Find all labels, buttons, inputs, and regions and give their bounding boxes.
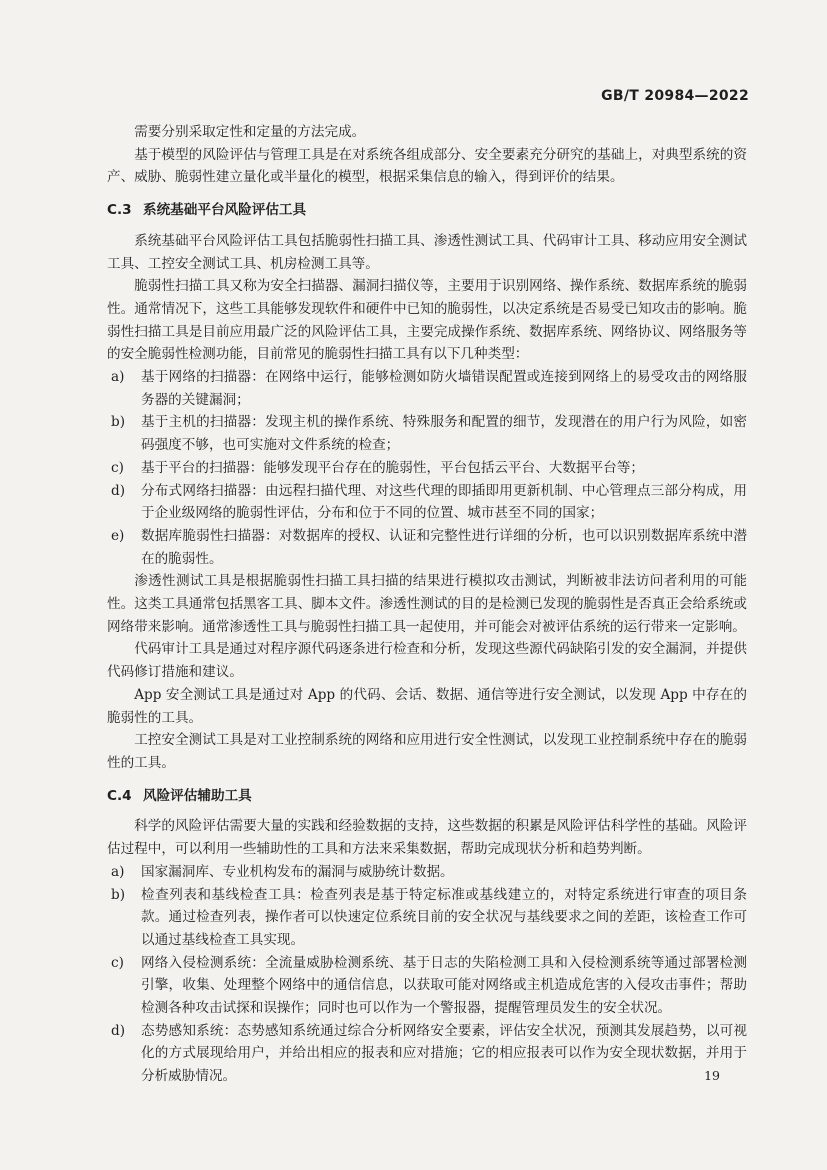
list-text: 分布式网络扫描器：由远程扫描代理、对这些代理的即插即用更新机制、中心管理点三部分构成，用于企业级网络的脆弱性评估，分布和位于不同的位置、城市甚至不同的国家；	[141, 482, 747, 522]
list-text: 态势感知系统：态势感知系统通过综合分析网络安全要素，评估安全状况，预测其发展趋势，以可视化的方式展现给用户，并给出相应的报表和应对措施；它的相应报表可以作为安全现状数据，并用于分析威胁情况。	[141, 1022, 747, 1085]
list-marker: e)	[111, 527, 125, 544]
list-marker: d)	[111, 482, 126, 499]
list-marker: b)	[111, 886, 126, 903]
page-content	[107, 121, 747, 1088]
paragraph: App 安全测试工具是通过对 App 的代码、会话、数据、通信等进行安全测试，以发现 App 中存在的脆弱性的工具。	[107, 686, 747, 726]
list-text: 基于平台的扫描器：能够发现平台存在的脆弱性，平台包括云平台、大数据平台等；	[141, 459, 644, 476]
list-item	[107, 861, 747, 884]
list-marker: d)	[111, 1022, 126, 1039]
paragraph: 工控安全测试工具是对工业控制系统的网络和应用进行安全性测试，以发现工业控制系统中存在的脆弱性的工具。	[107, 732, 747, 771]
list-text: 基于网络的扫描器：在网络中运行，能够检测如防火墙错误配置或连接到网络上的易受攻击的网络服务器的关键漏洞；	[141, 369, 747, 408]
list-text: 国家漏洞库、专业机构发布的漏洞与威胁统计数据。	[141, 863, 454, 880]
section-heading-c4	[107, 785, 747, 808]
section-heading-c3	[107, 199, 747, 222]
paragraph: 基于模型的风险评估与管理工具是在对系统各组成部分、安全要素充分研究的基础上，对典型系统的资产、威胁、脆弱性建立量化或半量化的模型，根据采集信息的输入，得到评价的结果。	[107, 146, 747, 186]
list-item	[107, 480, 747, 525]
list-text: 网络入侵检测系统：全流量威胁检测系统、基于日志的失陷检测工具和入侵检测系统等通过部署检测引擎，收集、处理整个网络中的通信信息，以获取可能对网络或主机造成危害的入侵攻击事件；帮助检测各种攻击试探和误操作；同时也可以作为一个警报器，提醒管理员发生的安全状况。	[141, 954, 747, 1017]
paragraph: 渗透性测试工具是根据脆弱性扫描工具扫描的结果进行模拟攻击测试，判断被非法访问者利用的可能性。这类工具通常包括黑客工具、脚本文件。渗透性测试的目的是检测已发现的脆弱性是否真正会给系统或网络带来影响。通常渗透性工具与脆弱性扫描工具一起使用，并可能会对被评估系统的运行带来一定影响。	[107, 573, 747, 635]
paragraph: 代码审计工具是通过对程序源代码逐条进行检查和分析，发现这些源代码缺陷引发的安全漏洞，并提供代码修订措施和建议。	[107, 641, 747, 681]
paragraph: 系统基础平台风险评估工具包括脆弱性扫描工具、渗透性测试工具、代码审计工具、移动应用安全测试工具、工控安全测试工具、机房检测工具等。	[107, 232, 747, 272]
section-title: 风险评估辅助工具	[143, 787, 252, 804]
list-item	[107, 366, 747, 411]
section-number: C.4	[107, 787, 132, 804]
standard-id: GB/T 20984—2022	[601, 88, 749, 104]
list-item	[107, 411, 747, 456]
paragraph: 科学的风险评估需要大量的实践和经验数据的支持，这些数据的积累是风险评估科学性的基础。风险评估过程中，可以利用一些辅助性的工具和方法来采集数据，帮助完成现状分析和趋势判断。	[107, 818, 747, 858]
paragraph: 需要分别采取定性和定量的方法完成。	[134, 124, 366, 140]
list-item	[107, 457, 747, 480]
paragraph: 脆弱性扫描工具又称为安全扫描器、漏洞扫描仪等，主要用于识别网络、操作系统、数据库系统的脆弱性。通常情况下，这些工具能够发现软件和硬件中已知的脆弱性，以决定系统是否易受已知攻击的影响。脆弱性扫描工具是目前应用最广泛的风险评估工具，主要完成操作系统、数据库系统、网络协议、网络服务等的安全脆弱性检测功能，目前常见的脆弱性扫描工具有以下几种类型：	[107, 278, 747, 363]
section-number: C.3	[107, 202, 132, 219]
section-title: 系统基础平台风险评估工具	[143, 202, 307, 219]
page-number: 19	[704, 1068, 720, 1083]
list-marker: c)	[111, 459, 124, 476]
list-marker: a)	[111, 863, 125, 880]
list-text: 检查列表和基线检查工具：检查列表是基于特定标准或基线建立的，对特定系统进行审查的项目条款。通过检查列表，操作者可以快速定位系统目前的安全状况与基线要求之间的差距，该检查工作可以通过基线检查工具实现。	[141, 886, 747, 948]
list-marker: c)	[111, 954, 124, 971]
list-item	[107, 1020, 747, 1088]
list-marker: a)	[111, 369, 125, 386]
list-text: 数据库脆弱性扫描器：对数据库的授权、认证和完整性进行详细的分析，也可以识别数据库系统中潜在的脆弱性。	[141, 527, 747, 567]
list-item	[107, 884, 747, 952]
list-text: 基于主机的扫描器：发现主机的操作系统、特殊服务和配置的细节，发现潜在的用户行为风险，如密码强度不够，也可实施对文件系统的检查；	[141, 414, 747, 454]
list-marker: b)	[111, 414, 126, 431]
list-item	[107, 952, 747, 1020]
list-item	[107, 525, 747, 570]
